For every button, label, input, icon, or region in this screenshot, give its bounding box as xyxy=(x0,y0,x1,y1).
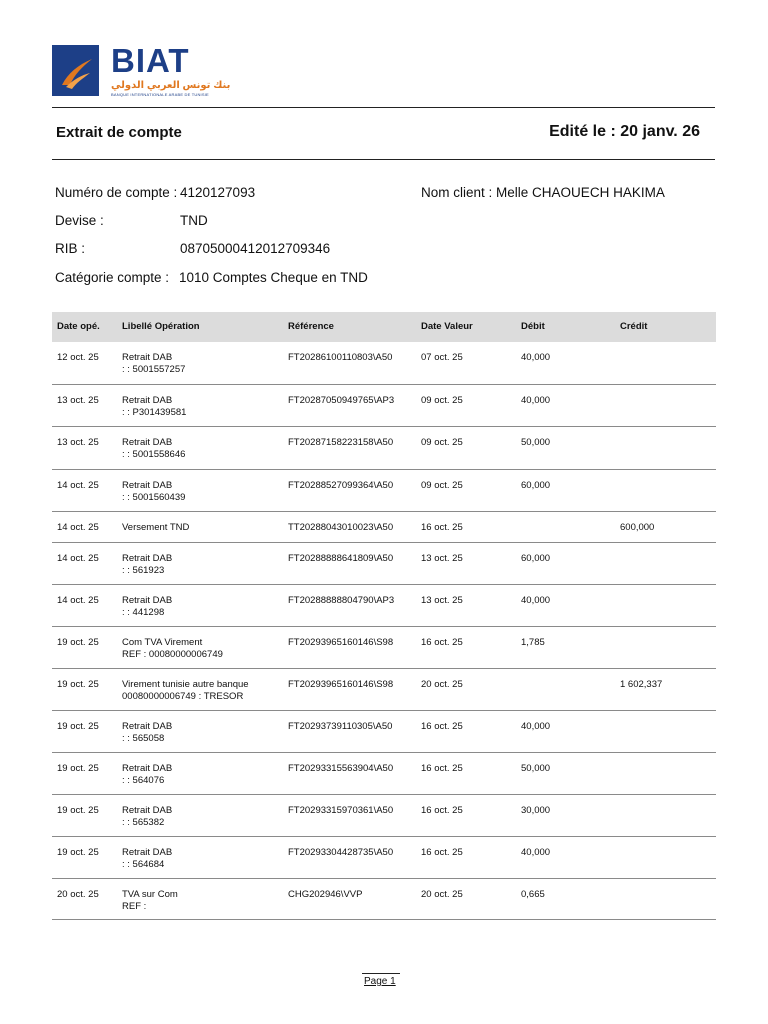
cell-debit: 60,000 xyxy=(521,553,551,564)
cell-libelle-line2: : : 565382 xyxy=(122,817,165,828)
cell-libelle-line2: : : 441298 xyxy=(122,607,165,618)
cell-debit: 40,000 xyxy=(521,847,551,858)
cell-debit: 30,000 xyxy=(521,805,551,816)
cell-libelle xyxy=(122,553,172,577)
cell-date-valeur: 09 oct. 25 xyxy=(421,480,463,491)
header-bottom-divider xyxy=(52,159,715,160)
cell-libelle xyxy=(122,522,189,534)
cell-date: 14 oct. 25 xyxy=(57,522,99,533)
table-row xyxy=(52,512,716,543)
edition-date: Edité le : 20 janv. 26 xyxy=(549,123,700,140)
bank-logo xyxy=(52,42,231,97)
page-number: Page 1 xyxy=(364,976,396,987)
cell-libelle-line2: : : 561923 xyxy=(122,565,165,576)
cell-date: 12 oct. 25 xyxy=(57,352,99,363)
table-row xyxy=(52,385,716,427)
table-row xyxy=(52,342,716,385)
cell-reference: FT20287050949765\AP3 xyxy=(288,395,395,406)
cell-reference: FT20288888804790\AP3 xyxy=(288,595,395,606)
cell-date: 19 oct. 25 xyxy=(57,679,99,690)
table-header xyxy=(52,312,716,342)
cell-date-valeur: 16 oct. 25 xyxy=(421,721,463,732)
cell-libelle-line1: Virement tunisie autre banque xyxy=(122,679,249,690)
cell-libelle-line2: : : 564076 xyxy=(122,775,165,786)
cell-date: 19 oct. 25 xyxy=(57,721,99,732)
cell-libelle xyxy=(122,679,249,703)
cell-debit: 40,000 xyxy=(521,352,551,363)
cell-libelle xyxy=(122,847,172,871)
table-row xyxy=(52,585,716,627)
cell-date-valeur: 09 oct. 25 xyxy=(421,437,463,448)
cell-libelle-line1: Retrait DAB xyxy=(122,553,173,564)
cell-date: 13 oct. 25 xyxy=(57,395,99,406)
cell-date-valeur: 16 oct. 25 xyxy=(421,805,463,816)
cell-credit: 1 602,337 xyxy=(620,679,663,690)
cell-date-valeur: 16 oct. 25 xyxy=(421,637,463,648)
cell-date: 13 oct. 25 xyxy=(57,437,99,448)
client-name xyxy=(421,185,665,200)
cell-date-valeur: 16 oct. 25 xyxy=(421,847,463,858)
table-row xyxy=(52,753,716,795)
cell-libelle-line1: Retrait DAB xyxy=(122,395,173,406)
cell-date-valeur: 09 oct. 25 xyxy=(421,395,463,406)
cell-libelle-line2: : : 5001557257 xyxy=(122,364,186,375)
cell-reference: FT20288527099364\A50 xyxy=(288,480,394,491)
cell-date: 14 oct. 25 xyxy=(57,595,99,606)
cell-libelle xyxy=(122,352,185,376)
cell-date: 20 oct. 25 xyxy=(57,889,99,900)
table-row xyxy=(52,470,716,512)
document-title: Extrait de compte xyxy=(56,124,182,141)
logo-subtitle: BANQUE INTERNATIONALE ARABE DE TUNISIE xyxy=(111,92,209,97)
cell-reference: CHG202946\VVP xyxy=(288,889,363,900)
cell-libelle-line1: Retrait DAB xyxy=(122,721,173,732)
rib-value: 08705000412012709346 xyxy=(180,241,331,256)
cell-date-valeur: 16 oct. 25 xyxy=(421,763,463,774)
cell-date-valeur: 13 oct. 25 xyxy=(421,553,463,564)
cell-credit: 600,000 xyxy=(620,522,655,533)
cell-libelle-line1: TVA sur Com xyxy=(122,889,178,900)
table-row xyxy=(52,837,716,879)
cell-reference: FT20286100110803\A50 xyxy=(288,352,393,363)
account-number-value: 4120127093 xyxy=(180,185,256,200)
category-label: Catégorie compte : xyxy=(55,270,170,285)
cell-libelle xyxy=(122,395,186,419)
cell-debit: 50,000 xyxy=(521,763,551,774)
cell-libelle-line2: : : 564684 xyxy=(122,859,165,870)
logo-wordmark: BIAT xyxy=(111,42,190,79)
cell-date: 14 oct. 25 xyxy=(57,553,99,564)
currency-label: Devise : xyxy=(55,213,104,228)
cell-libelle-line2: REF : 00080000006749 xyxy=(122,649,223,660)
cell-libelle-line1: Retrait DAB xyxy=(122,352,173,363)
table-row xyxy=(52,669,716,711)
logo-arabic-name: بنك تونس العربي الدولي xyxy=(111,80,231,91)
cell-libelle xyxy=(122,721,172,745)
cell-debit: 0,665 xyxy=(521,889,545,900)
cell-libelle-line1: Retrait DAB xyxy=(122,480,173,491)
cell-debit: 60,000 xyxy=(521,480,551,491)
cell-debit: 50,000 xyxy=(521,437,551,448)
cell-libelle-line2: : : P301439581 xyxy=(122,407,187,418)
cell-libelle xyxy=(122,595,172,619)
cell-date: 14 oct. 25 xyxy=(57,480,99,491)
cell-libelle-line1: Retrait DAB xyxy=(122,805,173,816)
page-number-overline xyxy=(362,973,400,974)
cell-libelle-line2: : : 5001560439 xyxy=(122,492,186,503)
cell-debit: 40,000 xyxy=(521,395,551,406)
column-header-libelle: Libellé Opération xyxy=(122,321,200,332)
cell-libelle xyxy=(122,480,185,504)
column-header-date: Date opé. xyxy=(57,321,100,332)
category-value: 1010 Comptes Cheque en TND xyxy=(179,270,368,285)
table-row xyxy=(52,795,716,837)
client-name-value: Melle CHAOUECH HAKIMA xyxy=(496,185,665,200)
cell-date: 19 oct. 25 xyxy=(57,763,99,774)
cell-reference: FT20293965160146\S98 xyxy=(288,679,394,690)
cell-debit: 40,000 xyxy=(521,595,551,606)
cell-reference: FT20287158223158\A50 xyxy=(288,437,394,448)
cell-libelle xyxy=(122,763,172,787)
cell-libelle-line2: : : 565058 xyxy=(122,733,165,744)
cell-date-valeur: 20 oct. 25 xyxy=(421,889,463,900)
cell-reference: FT20288888641809\A50 xyxy=(288,553,394,564)
cell-libelle xyxy=(122,437,185,461)
cell-date: 19 oct. 25 xyxy=(57,805,99,816)
cell-libelle-line1: Versement TND xyxy=(122,522,190,533)
cell-date: 19 oct. 25 xyxy=(57,847,99,858)
account-number-label: Numéro de compte : xyxy=(55,185,178,200)
cell-libelle-line2: REF : xyxy=(122,901,147,912)
cell-libelle-line2: : : 5001558646 xyxy=(122,449,186,460)
header-top-divider xyxy=(52,107,715,108)
cell-reference: TT20288043010023\A50 xyxy=(288,522,394,533)
table-row xyxy=(52,879,716,920)
table-row xyxy=(52,543,716,585)
client-name-label: Nom client : xyxy=(421,185,493,200)
cell-libelle xyxy=(122,805,172,829)
cell-libelle-line1: Retrait DAB xyxy=(122,595,173,606)
cell-debit: 40,000 xyxy=(521,721,551,732)
cell-date-valeur: 20 oct. 25 xyxy=(421,679,463,690)
cell-libelle xyxy=(122,637,223,661)
cell-reference: FT20293315970361\A50 xyxy=(288,805,394,816)
cell-reference: FT20293315563904\A50 xyxy=(288,763,394,774)
cell-libelle-line2: 00080000006749 : TRESOR xyxy=(122,691,244,702)
cell-libelle-line1: Retrait DAB xyxy=(122,847,173,858)
logo-emblem-icon xyxy=(52,45,99,96)
cell-libelle-line1: Retrait DAB xyxy=(122,763,173,774)
table-row xyxy=(52,711,716,753)
cell-libelle-line1: Com TVA Virement xyxy=(122,637,203,648)
cell-date: 19 oct. 25 xyxy=(57,637,99,648)
cell-date-valeur: 16 oct. 25 xyxy=(421,522,463,533)
table-row xyxy=(52,427,716,470)
rib-label: RIB : xyxy=(55,241,86,256)
cell-reference: FT20293965160146\S98 xyxy=(288,637,394,648)
cell-debit: 1,785 xyxy=(521,637,545,648)
column-header-reference: Référence xyxy=(288,321,334,332)
cell-date-valeur: 07 oct. 25 xyxy=(421,352,463,363)
column-header-debit: Débit xyxy=(521,321,545,332)
currency-value: TND xyxy=(180,213,208,228)
column-header-date-valeur: Date Valeur xyxy=(421,321,473,332)
cell-libelle-line1: Retrait DAB xyxy=(122,437,173,448)
table-row xyxy=(52,627,716,669)
cell-reference: FT20293304428735\A50 xyxy=(288,847,394,858)
column-header-credit: Crédit xyxy=(620,321,648,332)
cell-reference: FT20293739110305\A50 xyxy=(288,721,393,732)
cell-libelle xyxy=(122,889,178,913)
cell-date-valeur: 13 oct. 25 xyxy=(421,595,463,606)
